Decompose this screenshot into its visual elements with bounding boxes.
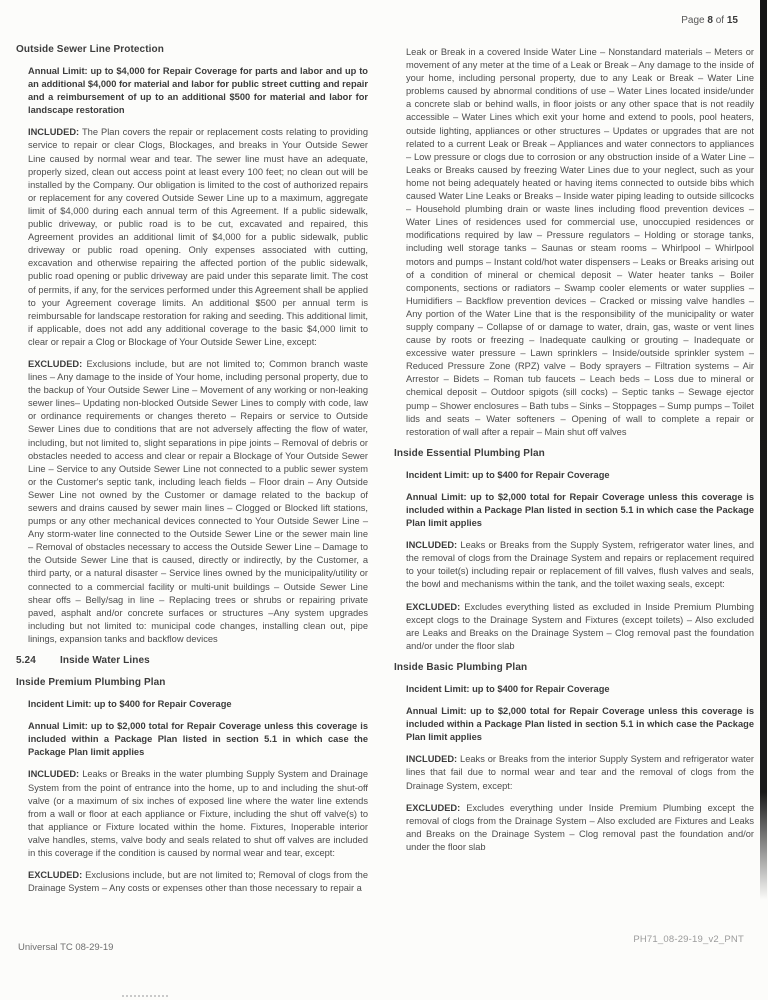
footer-document-code-left: Universal TC 08-29-19 (18, 942, 114, 953)
outside-sewer-included-text: The Plan covers the repair or replacement costs relating to providing service to repair or clear Clogs, Blockages, and breaks in Your Outside Sewer Line caused by normal wear and tear. The sewer line must have an adequate, properly sized, clean out access point at least every 100 feet; no clean out will be installed by the Company. Our obligation is limited to the cost of authorized repairs or replacement for any covered Outside Sewer Line up to a maximum, aggregate limit of $4,000 during each annual term of this Agreement. If a public sidewalk, public driveway, or public road is to be cut, excavated and repaired, this Agreement provides an additional limit of $4,000 for a public sidewalk, public driveway or public road opening. Only expenses associated with cutting, excavation and otherwise repairing the affected portion of the public sidewalk, public road opening or public driveway are paid under this separate limit. The cost of permits, if any, for the services performed under this Agreement shall be applied to your Agreement coverage limits. An additional $500 per annual term is reimbursable for landscape restoration for raking and seeding. This additional limit, if applicable, does not add any additional coverage to the basic $4,000 limit to clear or repair a Clog or Blockage of Your Outside Sewer Line, except: (28, 127, 368, 347)
basic-included-text: Leaks or Breaks from the interior Supply System and refrigerator water lines that fail due to normal wear and tear and the removal of clogs from the Drainage System, except: (406, 754, 754, 791)
footer-document-code-right: PH71_08-29-19_v2_PNT (633, 934, 744, 945)
heading-inside-premium-plumbing-plan: Inside Premium Plumbing Plan (16, 677, 166, 689)
essential-incident-limit: Incident Limit: up to $400 for Repair Coverage (406, 469, 610, 480)
basic-excluded-text: Excludes everything under Inside Premium Plumbing except the removal of clogs from the Drainage System – Also excluded are Fixtures and Leaks and Breaks on the Drainage System – Clog removal past the foundation and/or under the floor slab (406, 802, 754, 852)
premium-included-paragraph (28, 768, 368, 860)
excluded-label: EXCLUDED: (28, 870, 83, 881)
scan-edge-black-strip (760, 0, 767, 900)
essential-excluded-text: Excludes everything listed as excluded in Inside Premium Plumbing except clogs to the Drainage System and Fixtures (except toilets) – Also excluded are Leaks and Breaks on the Drainage System – Clog removal past the foundation and/or under the floor slab (406, 601, 754, 651)
section-heading-5-24 (16, 655, 368, 667)
essential-included-paragraph (406, 539, 754, 591)
outside-sewer-annual-limit: Annual Limit: up to $4,000 for Repair Coverage for parts and labor and up to an additional $4,000 for material and labor for public street cutting and repair and a reimbursement of up to an additional $500 for material and labor for landscape restoration (28, 66, 368, 116)
basic-included-paragraph (406, 753, 754, 792)
basic-annual-limit: Annual Limit: up to $2,000 total for Repair Coverage unless this coverage is included within a Package Plan listed in section 5.1 in which case the Package Plan limit applies (406, 706, 754, 743)
essential-included-text: Leaks or Breaks from the Supply System, refrigerator water lines, and the removal of clogs from the Drainage System and repairs or replacement required to your toilet(s) including repair or replacement of fill valves, flush valves and seals, the bowl and mechanisms within the tank, and the toilet waxing seals, except: (406, 540, 754, 590)
excluded-label: EXCLUDED: (28, 358, 83, 369)
premium-excluded-text: Exclusions include, but are not limited to; Removal of clogs from the Drainage System – Any costs or expenses other than those necessary to repair a (28, 870, 368, 894)
page-indicator-of: of (715, 15, 725, 26)
basic-incident-limit: Incident Limit: up to $400 for Repair Coverage (406, 683, 610, 694)
excluded-label: EXCLUDED: (406, 802, 461, 813)
page-indicator-label: Page (681, 15, 705, 26)
premium-annual-limit: Annual Limit: up to $2,000 total for Repair Coverage unless this coverage is included within a Package Plan listed in section 5.1 in which case the Package Plan limit applies (28, 721, 368, 758)
outside-sewer-excluded-paragraph (28, 358, 368, 646)
section-title: Inside Water Lines (60, 655, 150, 667)
section-number: 5.24 (16, 655, 36, 667)
essential-annual-limit: Annual Limit: up to $2,000 total for Repair Coverage unless this coverage is included within a Package Plan listed in section 5.1 in which case the Package Plan limit applies (406, 491, 754, 529)
heading-inside-essential-plumbing-plan: Inside Essential Plumbing Plan (394, 447, 545, 459)
included-label: INCLUDED: (28, 769, 80, 780)
page-number-total: 15 (726, 15, 738, 26)
page-number-current: 8 (707, 15, 713, 26)
premium-excluded-paragraph (28, 869, 368, 895)
excluded-label: EXCLUDED: (406, 601, 461, 612)
included-label: INCLUDED: (406, 540, 458, 551)
heading-inside-basic-plumbing-plan: Inside Basic Plumbing Plan (394, 661, 528, 673)
heading-outside-sewer-line-protection: Outside Sewer Line Protection (16, 44, 164, 55)
included-label: INCLUDED: (406, 754, 458, 765)
left-column (16, 44, 368, 904)
basic-excluded-paragraph (406, 802, 754, 854)
excluded-continuation-paragraph: Leak or Break in a covered Inside Water Line – Nonstandard materials – Meters or movement of any meter at the time of a Leak or Break – Any damage to the inside of your home, including personal property, due to any Leak or Break – Water Line problems caused by abnormal conditions of use – Water Lines located inside/under a concrete slab or behind walls, in floor joists or any other space that is not readily accessible – Water Lines which exit your home and extend to pools, pool heaters, outside lighting, appliances or other structures – Updates or upgrades that are not related to a current Leak or Break – Appliances and water connectors to appliances – Low pressure or clogs due to corrosion or any obstruction inside of a Water Line – Leaks or Breaks caused by freezing Water Lines due to your neglect, such as your home not being adequately heated or having items connected to outside bibs which caused Water Line Leaks or Breaks – Inside water piping leading to outside sillcocks – Household plumbing drain or waste lines including flood prevention devices – Water Lines of residences used for commercial use, unoccupied residences or modifications required by law – Pressure regulators – Holding or storage tanks, including well storage tanks – Saunas or steam rooms – Whirlpool – Whirlpool motors and pumps – Instant cold/hot water dispensers – Leaks or Breaks arising out of a condition of mineral or chemical deposit – Water heater tanks – Boiler components, sections or radiators – Swamp cooler elements or water supplies – Humidifiers – Backflow prevention devices – Cracked or missing valve handles – Any portion of the Water Line that is the responsibility of the municipality or water supply company – Collapse of or damage to water, drain, gas, waste or vent lines cause by roots or freezing – Inadequate caulking or grouting – Inadequate or excessive water pressure – Lawn sprinklers – Inside/outside sprinkler system – Reduced Pressure Zone (RPZ) valve – Body sprayers – Filtration systems – Air Arrestor – Bidets – Roman tub faucets – Leach beds – Loss due to mineral or chemical deposit – Outdoor spigots (sill cocks) – Septic tanks – Sewage ejector pump – Shower enclosures – Bath tubs – Sinks – Stoppages – Sump pumps – Toilet lids and seats – Water softeners – Opening of wall to complete a repair or restoration of wall after a repair – Main shut off valves (406, 47, 754, 437)
outside-sewer-included-paragraph (28, 126, 368, 349)
essential-excluded-paragraph (406, 601, 754, 653)
page-indicator (681, 15, 738, 26)
included-label: INCLUDED: (28, 127, 80, 138)
right-column (394, 44, 754, 904)
two-column-body (16, 44, 754, 904)
premium-incident-limit: Incident Limit: up to $400 for Repair Coverage (28, 699, 232, 710)
scan-bottom-smudge (122, 995, 168, 997)
outside-sewer-excluded-text: Exclusions include, but are not limited to; Common branch waste lines – Any damage to the inside of Your home, including personal property, due to the backup of Your Outside Sewer Line – Movement of any working or non-leaking sewer lines– Updating non-blocked Outside Sewer Lines to comply with code, law or ordinance requirements or changes thereto – Repairs or service to Outside Sewer Lines due to conditions that are not adversely affecting the flow of water, including, but not limited to, slight separations in pipe joints – Removal of debris or obstacles needed to access and clear or repair a Blockage of Your Outside Sewer Line – Service to any Outside Sewer Line not connected to a public sewer system or the Customer's septic tank, including leach fields – Floor drain – Any Outside Sewer Line not owned by the Customer or damage related to the backup of sewers and drains caused by sewer main lines – Clogged or Blocked lift stations, pumps or any other mechanical devices connected to Your Outside Sewer Line –Any storm-water line connected to the Outside Sewer Line or the sewer main line – Removal of obstacles necessary to access the Outside Sewer Line – Damage to the Outside Sewer Line that is caused, directly or indirectly, by the Customer, a third party, or a natural disaster – Service lines owned by the municipality/utility or connected to a commercial facility or multi-unit buildings – Outside Sewer Line shear offs – Belly/sag in line – Replacing trees or shrubs or repairing private paved, asphalt and/or concrete surfaces or structures –Any system upgrades including but not limited to: municipal code changes, installing clean out, pipe linings, expansion tanks and backflow devices (28, 358, 368, 644)
premium-included-text: Leaks or Breaks in the water plumbing Supply System and Drainage System from the point of entrance into the home, up to and including the shut-off valve (or a maximum of six inches of exposed line where the water line extends from a wall or floor at each appliance or Fixture, including the shut off valve(s) to that appliance or Fixture located within the home. Fixtures, Inoperable interior valve handles, stems, valve body and seals related to shut off valves are included in this coverage if the condition is caused by normal wear and tear, except: (28, 769, 368, 858)
